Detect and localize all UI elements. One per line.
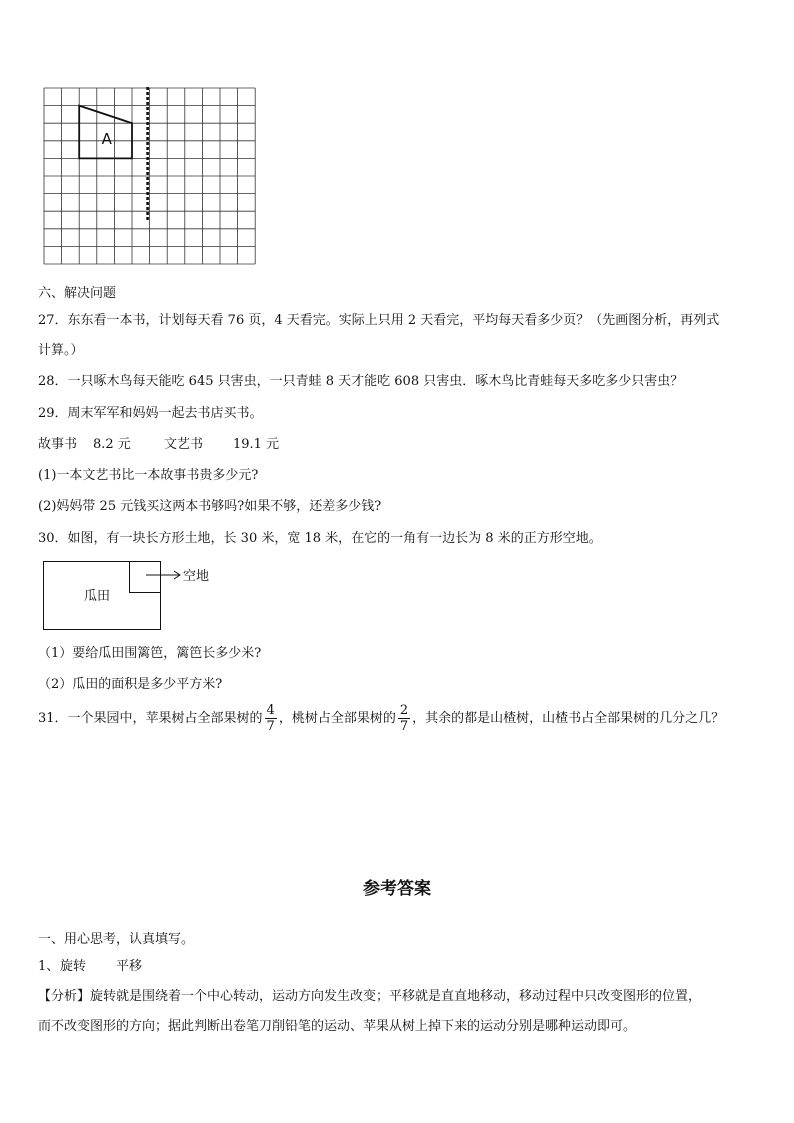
price-item-2: 文艺书 xyxy=(164,437,204,452)
question-29-sub1: (1)一本文艺书比一本故事书贵多少元? xyxy=(38,468,259,483)
shape-a-label: A xyxy=(101,129,112,148)
q31-text-1: 31．一个果园中，苹果树占全部果树的 xyxy=(38,711,263,726)
fraction-2-7 xyxy=(398,703,410,734)
answer-1-number: 1、 xyxy=(38,959,60,974)
price-value-1: 8.2 元 xyxy=(93,437,131,452)
fraction-numerator: 2 xyxy=(399,703,409,718)
question-30-sub1: （1）要给瓜田围篱笆，篱笆长多少米? xyxy=(38,646,262,661)
question-30: 30．如图，有一块长方形土地，长 30 米，宽 18 米，在它的一角有一边长为 8 米的正方形空地。 xyxy=(38,531,602,546)
question-29: 29．周末军军和妈妈一起去书店买书。 xyxy=(38,406,263,421)
price-item-1: 故事书 xyxy=(38,437,78,452)
answer-1-part2: 平移 xyxy=(116,959,143,974)
question-27-line2: 计算。） xyxy=(38,343,84,358)
fraction-denominator: 7 xyxy=(266,719,275,734)
question-27-line1: 27．东东看一本书，计划每天看 76 页，4 天看完。实际上只用 2 天看完，平均每天看多少页？（先画图分析，再列式 xyxy=(38,313,720,328)
analysis-line1: 【分析】旋转就是围绕着一个中心转动，运动方向发生改变；平移就是直直地移动，移动过程中只改变图形的位置， xyxy=(38,989,702,1004)
question-30-sub2: （2）瓜田的面积是多少平方米? xyxy=(38,677,223,692)
field-rectangle xyxy=(43,561,161,630)
grid-svg xyxy=(43,87,257,273)
grid-figure xyxy=(43,87,257,273)
fraction-numerator: 4 xyxy=(266,703,275,718)
q31-text-3: ，其余的都是山楂树，山楂书占全部果树的几分之几？ xyxy=(412,711,725,726)
answer-1-part1: 旋转 xyxy=(60,959,87,974)
question-28: 28．一只啄木鸟每天能吃 645 只害虫，一只青蛙 8 天才能吃 608 只害虫．啄木鸟比青蛙每天多吃多少只害虫？ xyxy=(38,374,684,389)
analysis-line2: 而不改变图形的方向；据此判断出卷笔刀削铅笔的运动、苹果从树上掉下来的运动分别是哪种运动即可。 xyxy=(38,1019,637,1034)
empty-space-label: 空地 xyxy=(183,569,210,584)
question-31 xyxy=(38,703,724,734)
arrow-icon xyxy=(145,568,185,582)
price-value-2: 19.1 元 xyxy=(233,437,280,452)
q31-text-2: ，桃树占全部果树的 xyxy=(278,711,396,726)
answers-title: 参考答案 xyxy=(363,879,431,899)
section-heading-6: 六、解决问题 xyxy=(38,286,117,301)
field-label: 瓜田 xyxy=(84,589,111,604)
fraction-4-7 xyxy=(265,703,277,734)
fraction-denominator: 7 xyxy=(399,719,409,734)
question-29-sub2: (2)妈妈带 25 元钱买这两本书够吗?如果不够，还差多少钱? xyxy=(38,499,382,514)
answers-section-1: 一、用心思考，认真填写。 xyxy=(38,932,195,947)
